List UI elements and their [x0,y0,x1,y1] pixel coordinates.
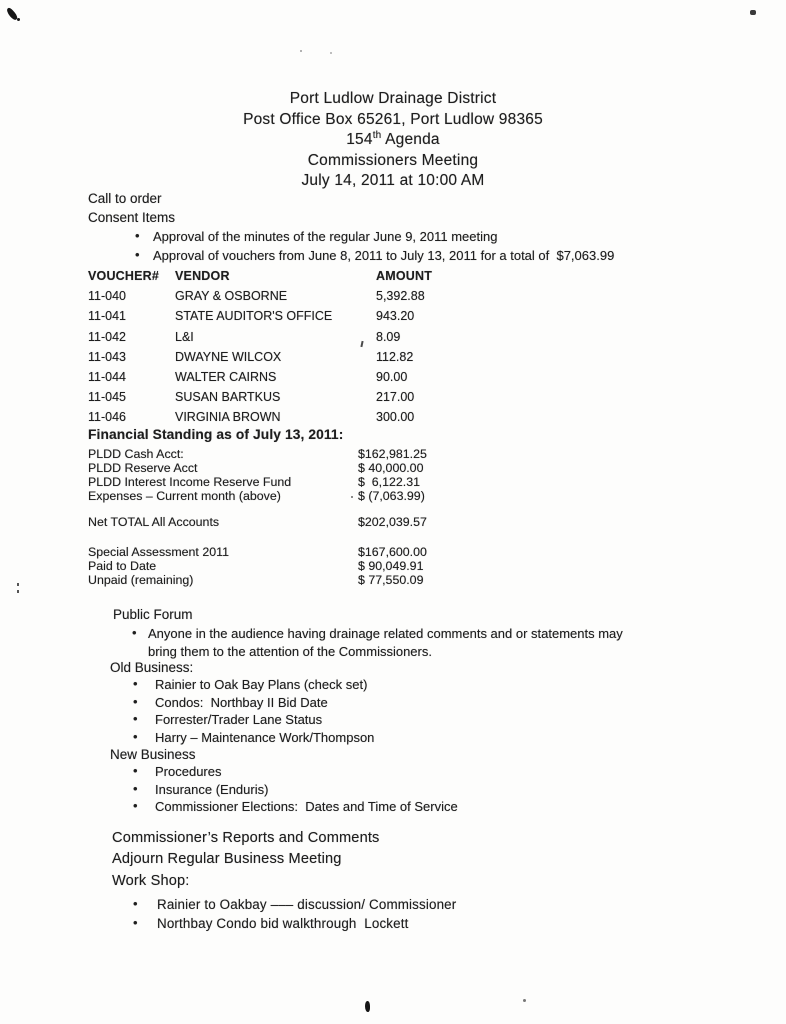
public-forum-section [113,606,652,661]
account-label: PLDD Reserve Acct [88,461,198,476]
account-amount: $162,981.25 [358,447,427,462]
vendor-name: L&I [175,330,194,345]
list-item: • Forrester/Trader Lane Status [133,711,374,728]
list-item: • Anyone in the audience having drainage related comments and or statements may bring them to the attention of the Commissioners. [132,625,652,661]
assessment-group [88,545,448,587]
list-item: • Approval of vouchers from June 8, 2011 to July 13, 2011 for a total of $7,063.99 [135,246,614,265]
voucher-table-header [88,269,518,289]
voucher-amount: 90.00 [376,369,408,384]
agenda-word: Agenda [381,131,440,148]
financial-row [88,545,448,559]
voucher-amount: 217.00 [376,389,415,404]
scan-artifact-ink-mark [365,1001,370,1012]
net-total-row [88,515,448,529]
vendor-name: SUSAN BARTKUS [175,389,281,404]
column-header-voucher: VOUCHER# [88,269,160,283]
agenda-number-line [0,130,786,151]
column-header-vendor: VENDOR [175,269,230,283]
voucher-number: 11-042 [88,330,126,345]
financial-row [88,447,448,461]
closing-section [112,828,456,933]
org-name: Port Ludlow Drainage District [289,90,497,107]
account-amount: $202,039.57 [358,515,427,530]
list-item: • Northbay Condo bid walkthrough Lockett [133,914,456,933]
table-row [88,330,518,350]
opening-section [88,189,614,265]
voucher-amount: 943.20 [376,308,415,323]
workshop-heading: Work Shop: [112,872,190,889]
scan-artifact-dot [300,50,302,52]
commissioners-reports-heading: Commissioner’s Reports and Comments [112,830,380,846]
table-row [88,350,518,370]
account-label: Paid to Date [88,558,157,573]
list-item: • Rainier to Oakbay ––– discussion/ Commissioner [133,895,456,914]
voucher-number: 11-044 [88,369,126,384]
scan-artifact-dot [330,52,332,54]
public-forum-heading: Public Forum [113,607,193,622]
table-row [88,370,518,390]
account-amount: $ 77,550.09 [358,572,424,587]
account-label: Expenses – Current month (above) [88,489,281,504]
financial-standing-heading: Financial Standing as of July 13, 2011: [88,427,344,442]
old-business-section [110,659,374,746]
account-label: PLDD Cash Acct: [88,447,184,462]
adjourn-heading: Adjourn Regular Business Meeting [112,851,342,868]
new-business-heading: New Business [110,747,196,762]
scan-artifact-dot [17,583,19,586]
financial-row [88,559,448,573]
account-amount: $ (7,063.99) [358,489,425,504]
voucher-amount: 8.09 [376,330,401,345]
document-header [0,89,786,192]
account-label: PLDD Interest Income Reserve Fund [88,475,292,490]
financial-row [88,475,448,489]
table-row [88,289,518,309]
new-business-list [133,763,458,815]
voucher-number: 11-040 [88,288,126,303]
voucher-number: 11-045 [88,389,126,404]
list-item: • Harry – Maintenance Work/Thompson [133,729,374,746]
voucher-amount: 300.00 [376,409,415,424]
table-row [88,390,518,410]
scan-artifact-ink-mark [5,7,19,22]
financial-row [88,489,448,503]
workshop-list [133,895,456,933]
vendor-name: VIRGINIA BROWN [175,409,281,424]
vendor-name: DWAYNE WILCOX [175,350,282,365]
list-item: • Approval of the minutes of the regular June 9, 2011 meeting [135,227,614,246]
financial-standing-section [88,428,448,587]
account-amount: $167,600.00 [358,544,427,559]
vendor-name: STATE AUDITOR'S OFFICE [175,308,333,323]
account-amount: $ 40,000.00 [358,461,424,476]
po-box-line: Post Office Box 65261, Port Ludlow 98365 [243,110,543,128]
old-business-heading: Old Business: [110,660,194,675]
account-amount: $ 6,122.31 [358,475,421,490]
scan-artifact-speck [750,10,756,15]
meeting-type-line: Commissioners Meeting [307,151,479,169]
vendor-name: GRAY & OSBORNE [175,288,288,303]
public-forum-bullet-list [132,625,652,661]
list-item: • Insurance (Enduris) [133,781,458,798]
call-to-order-heading: Call to order [88,191,162,206]
agenda-ordinal-suffix: th [372,129,382,141]
account-label: Special Assessment 2011 [88,544,229,559]
vendor-name: WALTER CAIRNS [175,369,277,384]
financial-row [88,573,448,587]
new-business-section [110,746,458,816]
column-header-amount: AMOUNT [376,269,433,283]
scan-artifact-dot [523,999,526,1002]
table-row [88,309,518,329]
consent-items-heading: Consent Items [88,210,176,225]
scan-artifact-dot [17,590,19,593]
financial-row [88,461,448,475]
account-label: Net TOTAL All Accounts [88,515,220,530]
voucher-number: 11-041 [88,308,126,323]
list-item: • Procedures [133,763,458,780]
voucher-amount: 112.82 [376,350,414,365]
consent-bullet-list [135,227,614,265]
list-item: • Commissioner Elections: Dates and Time of Service [133,798,458,815]
voucher-table [88,269,518,429]
voucher-number: 11-043 [88,350,126,365]
voucher-number: 11-046 [88,409,126,424]
scan-artifact-dot [17,18,20,21]
list-item: • Condos: Northbay II Bid Date [133,694,374,711]
account-label: Unpaid (remaining) [88,572,194,587]
agenda-number: 154 [346,131,373,148]
voucher-amount: 5,392.88 [376,288,425,303]
meeting-datetime-line: July 14, 2011 at 10:00 AM [301,172,485,189]
old-business-list [133,676,374,746]
account-amount: $ 90,049.91 [358,558,424,573]
list-item: • Rainier to Oak Bay Plans (check set) [133,676,374,693]
